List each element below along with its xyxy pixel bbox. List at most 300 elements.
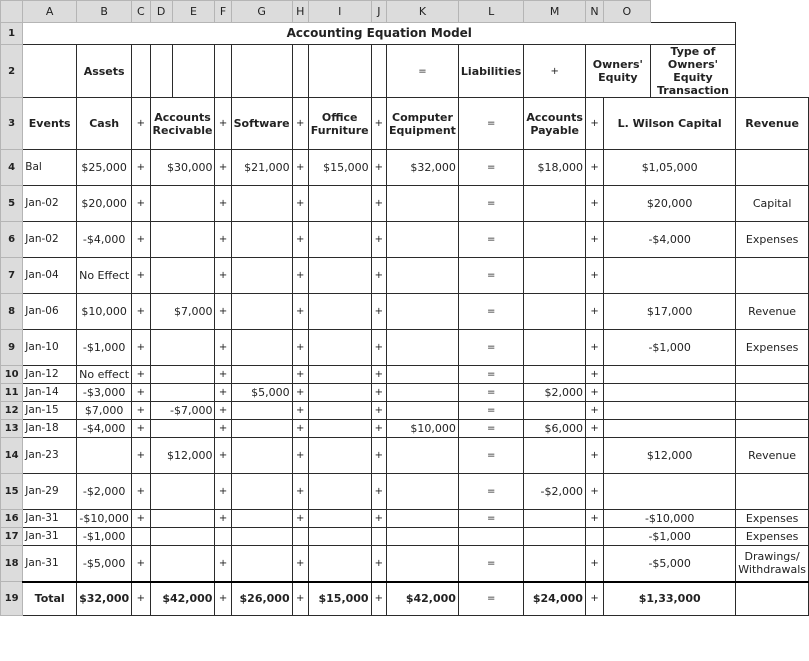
transaction-type-cell[interactable] (736, 420, 809, 438)
row-header[interactable]: 2 (1, 45, 23, 98)
computer-equipment-cell[interactable] (387, 366, 459, 384)
equals-operator-cell[interactable]: = (458, 150, 523, 186)
accounts-payable-cell[interactable] (524, 510, 586, 528)
office-furniture-cell[interactable] (308, 384, 371, 402)
accounts-payable-header-cell[interactable]: Accounts Payable (524, 98, 586, 150)
accounts-receivable-cell[interactable] (150, 186, 215, 222)
plus-operator-cell[interactable]: + (585, 294, 603, 330)
cell[interactable] (172, 45, 215, 98)
event-cell[interactable]: Jan-02 (23, 186, 77, 222)
plus-operator-cell[interactable]: + (215, 420, 231, 438)
event-cell[interactable]: Jan-31 (23, 546, 77, 582)
office-furniture-cell[interactable] (308, 510, 371, 528)
plus-operator-cell[interactable]: + (215, 98, 231, 150)
column-header-b[interactable]: B (77, 1, 132, 23)
capital-cell[interactable]: -$1,000 (604, 330, 736, 366)
revenue-header-cell[interactable]: Revenue (736, 98, 809, 150)
computer-equipment-cell[interactable] (387, 474, 459, 510)
accounts-payable-cell[interactable] (524, 330, 586, 366)
equals-operator-cell[interactable]: = (458, 438, 523, 474)
plus-operator-cell[interactable] (292, 528, 308, 546)
equals-operator-cell[interactable]: = (458, 384, 523, 402)
transaction-type-cell[interactable] (736, 474, 809, 510)
plus-operator-cell[interactable]: + (292, 294, 308, 330)
capital-cell[interactable]: $1,05,000 (604, 150, 736, 186)
office-furniture-cell[interactable]: $15,000 (308, 582, 371, 616)
equals-operator-cell[interactable]: = (458, 510, 523, 528)
office-furniture-header-cell[interactable]: Office Furniture (308, 98, 371, 150)
plus-operator-cell[interactable]: + (371, 258, 386, 294)
computer-equipment-cell[interactable] (387, 222, 459, 258)
equals-operator-cell[interactable] (458, 528, 523, 546)
office-furniture-cell[interactable] (308, 258, 371, 294)
accounts-payable-cell[interactable]: -$2,000 (524, 474, 586, 510)
computer-equipment-cell[interactable]: $32,000 (387, 150, 459, 186)
plus-operator-cell[interactable]: + (292, 474, 308, 510)
capital-cell[interactable]: -$4,000 (604, 222, 736, 258)
row-header[interactable]: 14 (1, 438, 23, 474)
plus-operator-cell[interactable]: + (215, 294, 231, 330)
cell[interactable] (308, 45, 371, 98)
column-header-i[interactable]: I (308, 1, 371, 23)
plus-operator-cell[interactable]: + (371, 420, 386, 438)
cash-cell[interactable]: No Effect (77, 258, 132, 294)
cash-cell[interactable]: -$10,000 (77, 510, 132, 528)
column-header-n[interactable]: N (585, 1, 603, 23)
plus-operator-cell[interactable]: + (292, 366, 308, 384)
office-furniture-cell[interactable] (308, 420, 371, 438)
accounts-receivable-cell[interactable] (150, 366, 215, 384)
cell[interactable] (150, 45, 172, 98)
row-header[interactable]: 16 (1, 510, 23, 528)
event-cell[interactable]: Jan-14 (23, 384, 77, 402)
event-cell[interactable]: Jan-15 (23, 402, 77, 420)
type-of-owners-equity-header-cell[interactable]: Type of Owners' Equity Transaction (650, 45, 736, 98)
computer-equipment-cell[interactable] (387, 402, 459, 420)
plus-operator-cell[interactable]: + (371, 222, 386, 258)
plus-operator-cell[interactable]: + (371, 330, 386, 366)
equals-operator-cell[interactable]: = (458, 294, 523, 330)
capital-cell[interactable] (604, 474, 736, 510)
plus-operator-cell[interactable]: + (585, 98, 603, 150)
plus-operator-cell[interactable]: + (585, 258, 603, 294)
column-header-a[interactable]: A (23, 1, 77, 23)
plus-operator-cell[interactable]: + (292, 402, 308, 420)
row-header[interactable]: 1 (1, 23, 23, 45)
plus-operator-cell[interactable]: + (585, 366, 603, 384)
equals-operator-cell[interactable]: = (458, 330, 523, 366)
transaction-type-cell[interactable] (736, 150, 809, 186)
liabilities-header-cell[interactable]: Liabilities (458, 45, 523, 98)
plus-operator-cell[interactable]: + (585, 222, 603, 258)
software-cell[interactable] (231, 366, 292, 384)
accounts-payable-cell[interactable] (524, 258, 586, 294)
cash-cell[interactable]: $7,000 (77, 402, 132, 420)
cash-cell[interactable]: -$4,000 (77, 222, 132, 258)
cell[interactable] (23, 45, 77, 98)
equals-operator-cell[interactable]: = (458, 186, 523, 222)
transaction-type-cell[interactable] (736, 384, 809, 402)
capital-cell[interactable]: $12,000 (604, 438, 736, 474)
column-header-j[interactable]: J (371, 1, 386, 23)
plus-operator-cell[interactable]: + (215, 384, 231, 402)
plus-operator-cell[interactable]: + (585, 150, 603, 186)
plus-operator-cell[interactable]: + (371, 150, 386, 186)
accounts-receivable-cell[interactable]: $7,000 (150, 294, 215, 330)
row-header[interactable]: 18 (1, 546, 23, 582)
accounts-payable-cell[interactable] (524, 402, 586, 420)
computer-equipment-cell[interactable]: $10,000 (387, 420, 459, 438)
transaction-type-cell[interactable]: Expenses (736, 330, 809, 366)
accounts-payable-cell[interactable] (524, 528, 586, 546)
transaction-type-cell[interactable]: Expenses (736, 510, 809, 528)
plus-operator-cell[interactable]: + (215, 402, 231, 420)
select-all-corner[interactable] (1, 1, 23, 23)
plus-operator-cell[interactable]: + (585, 420, 603, 438)
cash-cell[interactable]: -$1,000 (77, 330, 132, 366)
computer-equipment-cell[interactable] (387, 528, 459, 546)
plus-operator-cell[interactable]: + (585, 186, 603, 222)
column-header-g[interactable]: G (231, 1, 292, 23)
plus-operator-cell[interactable]: + (371, 98, 386, 150)
plus-operator-cell[interactable]: + (371, 438, 386, 474)
event-cell[interactable]: Jan-12 (23, 366, 77, 384)
transaction-type-cell[interactable]: Capital (736, 186, 809, 222)
sheet-title-cell[interactable]: Accounting Equation Model (23, 23, 736, 45)
capital-cell[interactable]: $20,000 (604, 186, 736, 222)
transaction-type-cell[interactable] (736, 402, 809, 420)
capital-cell[interactable] (604, 366, 736, 384)
event-cell[interactable]: Jan-23 (23, 438, 77, 474)
plus-operator-cell[interactable]: + (215, 186, 231, 222)
office-furniture-cell[interactable]: $15,000 (308, 150, 371, 186)
software-cell[interactable] (231, 402, 292, 420)
plus-operator-cell[interactable]: + (132, 420, 150, 438)
plus-operator-cell[interactable]: + (292, 98, 308, 150)
event-cell[interactable]: Jan-18 (23, 420, 77, 438)
cash-cell[interactable]: -$5,000 (77, 546, 132, 582)
computer-equipment-cell[interactable] (387, 438, 459, 474)
office-furniture-cell[interactable] (308, 294, 371, 330)
software-cell[interactable]: $26,000 (231, 582, 292, 616)
capital-cell[interactable] (604, 420, 736, 438)
plus-operator-cell[interactable]: + (585, 402, 603, 420)
office-furniture-cell[interactable] (308, 528, 371, 546)
row-header[interactable]: 17 (1, 528, 23, 546)
accounts-receivable-cell[interactable] (150, 546, 215, 582)
row-header[interactable]: 11 (1, 384, 23, 402)
computer-equipment-header-cell[interactable]: Computer Equipment (387, 98, 459, 150)
row-header[interactable]: 4 (1, 150, 23, 186)
accounts-payable-cell[interactable]: $18,000 (524, 150, 586, 186)
plus-operator-cell[interactable]: + (371, 474, 386, 510)
equals-operator-cell[interactable]: = (458, 582, 523, 616)
plus-operator-cell[interactable]: + (132, 510, 150, 528)
plus-operator-cell[interactable]: + (132, 98, 150, 150)
accounts-receivable-cell[interactable]: $42,000 (150, 582, 215, 616)
plus-operator-cell[interactable]: + (215, 366, 231, 384)
office-furniture-cell[interactable] (308, 186, 371, 222)
column-header-c[interactable]: C (132, 1, 150, 23)
column-header-h[interactable]: H (292, 1, 308, 23)
row-header[interactable]: 9 (1, 330, 23, 366)
software-cell[interactable] (231, 546, 292, 582)
cell[interactable] (132, 45, 150, 98)
column-header-f[interactable]: F (215, 1, 231, 23)
transaction-type-cell[interactable] (736, 258, 809, 294)
event-cell[interactable]: Jan-31 (23, 528, 77, 546)
plus-operator-cell[interactable]: + (132, 330, 150, 366)
computer-equipment-cell[interactable] (387, 294, 459, 330)
plus-operator-cell[interactable]: + (292, 222, 308, 258)
plus-operator-cell[interactable]: + (292, 150, 308, 186)
capital-cell[interactable] (604, 402, 736, 420)
equals-operator-cell[interactable]: = (458, 474, 523, 510)
computer-equipment-cell[interactable] (387, 258, 459, 294)
plus-operator-cell[interactable] (371, 528, 386, 546)
cash-cell[interactable] (77, 438, 132, 474)
plus-operator-cell[interactable]: + (132, 582, 150, 616)
plus-operator-cell[interactable]: + (215, 150, 231, 186)
cash-cell[interactable]: $20,000 (77, 186, 132, 222)
transaction-type-cell[interactable]: Revenue (736, 294, 809, 330)
cash-cell[interactable]: -$4,000 (77, 420, 132, 438)
accounts-payable-cell[interactable] (524, 222, 586, 258)
software-cell[interactable] (231, 528, 292, 546)
column-header-o[interactable]: O (604, 1, 651, 23)
event-cell[interactable]: Jan-04 (23, 258, 77, 294)
column-header-k[interactable]: K (387, 1, 459, 23)
accounts-receivable-cell[interactable] (150, 420, 215, 438)
cash-cell[interactable]: -$3,000 (77, 384, 132, 402)
column-header-d[interactable]: D (150, 1, 172, 23)
plus-operator-cell[interactable]: + (292, 330, 308, 366)
accounts-receivable-cell[interactable] (150, 222, 215, 258)
cash-header-cell[interactable]: Cash (77, 98, 132, 150)
plus-operator-cell[interactable]: + (215, 222, 231, 258)
office-furniture-cell[interactable] (308, 402, 371, 420)
plus-operator-cell[interactable]: + (524, 45, 586, 98)
software-cell[interactable] (231, 510, 292, 528)
transaction-type-cell[interactable]: Revenue (736, 438, 809, 474)
row-header[interactable]: 8 (1, 294, 23, 330)
plus-operator-cell[interactable]: + (132, 222, 150, 258)
event-cell[interactable]: Jan-29 (23, 474, 77, 510)
accounts-receivable-cell[interactable] (150, 474, 215, 510)
plus-operator-cell[interactable]: + (371, 366, 386, 384)
plus-operator-cell[interactable]: + (585, 582, 603, 616)
cash-cell[interactable]: No effect (77, 366, 132, 384)
plus-operator-cell[interactable]: + (292, 420, 308, 438)
plus-operator-cell[interactable]: + (132, 546, 150, 582)
cash-cell[interactable]: $25,000 (77, 150, 132, 186)
cell[interactable] (231, 45, 292, 98)
software-cell[interactable] (231, 474, 292, 510)
accounts-receivable-cell[interactable] (150, 258, 215, 294)
office-furniture-cell[interactable] (308, 438, 371, 474)
equals-operator-cell[interactable]: = (458, 546, 523, 582)
row-header[interactable]: 5 (1, 186, 23, 222)
plus-operator-cell[interactable]: + (132, 150, 150, 186)
plus-operator-cell[interactable]: + (132, 186, 150, 222)
plus-operator-cell[interactable]: + (371, 294, 386, 330)
plus-operator-cell[interactable] (132, 528, 150, 546)
plus-operator-cell[interactable] (215, 528, 231, 546)
office-furniture-cell[interactable] (308, 546, 371, 582)
plus-operator-cell[interactable]: + (132, 438, 150, 474)
accounts-receivable-header-cell[interactable]: Accounts Recivable (150, 98, 215, 150)
cash-cell[interactable]: -$1,000 (77, 528, 132, 546)
equals-operator-cell[interactable]: = (458, 222, 523, 258)
software-cell[interactable] (231, 438, 292, 474)
transaction-type-cell[interactable] (736, 582, 809, 616)
accounts-payable-cell[interactable]: $24,000 (524, 582, 586, 616)
assets-header-cell[interactable]: Assets (77, 45, 132, 98)
plus-operator-cell[interactable]: + (585, 438, 603, 474)
accounts-payable-cell[interactable]: $2,000 (524, 384, 586, 402)
plus-operator-cell[interactable]: + (371, 384, 386, 402)
plus-operator-cell[interactable]: + (215, 330, 231, 366)
plus-operator-cell[interactable]: + (215, 546, 231, 582)
software-cell[interactable] (231, 222, 292, 258)
event-cell[interactable]: Jan-10 (23, 330, 77, 366)
plus-operator-cell[interactable]: + (132, 294, 150, 330)
computer-equipment-cell[interactable]: $42,000 (387, 582, 459, 616)
row-header[interactable]: 12 (1, 402, 23, 420)
software-cell[interactable] (231, 186, 292, 222)
plus-operator-cell[interactable]: + (215, 582, 231, 616)
capital-cell[interactable]: -$1,000 (604, 528, 736, 546)
transaction-type-cell[interactable] (736, 366, 809, 384)
row-header[interactable]: 6 (1, 222, 23, 258)
accounts-receivable-cell[interactable] (150, 330, 215, 366)
software-cell[interactable] (231, 420, 292, 438)
accounts-payable-cell[interactable] (524, 546, 586, 582)
plus-operator-cell[interactable]: + (585, 384, 603, 402)
computer-equipment-cell[interactable] (387, 384, 459, 402)
capital-cell[interactable]: $1,33,000 (604, 582, 736, 616)
office-furniture-cell[interactable] (308, 330, 371, 366)
accounts-payable-cell[interactable] (524, 186, 586, 222)
accounts-receivable-cell[interactable]: $12,000 (150, 438, 215, 474)
plus-operator-cell[interactable]: + (215, 474, 231, 510)
transaction-type-cell[interactable]: Expenses (736, 222, 809, 258)
accounts-receivable-cell[interactable] (150, 510, 215, 528)
computer-equipment-cell[interactable] (387, 510, 459, 528)
plus-operator-cell[interactable]: + (371, 402, 386, 420)
plus-operator-cell[interactable]: + (215, 510, 231, 528)
equals-operator-cell[interactable]: = (458, 258, 523, 294)
row-header[interactable]: 7 (1, 258, 23, 294)
capital-cell[interactable]: -$5,000 (604, 546, 736, 582)
plus-operator-cell[interactable]: + (215, 438, 231, 474)
computer-equipment-cell[interactable] (387, 546, 459, 582)
cell[interactable] (292, 45, 308, 98)
software-cell[interactable]: $5,000 (231, 384, 292, 402)
equals-operator-cell[interactable]: = (458, 98, 523, 150)
capital-cell[interactable]: -$10,000 (604, 510, 736, 528)
software-header-cell[interactable]: Software (231, 98, 292, 150)
plus-operator-cell[interactable]: + (292, 582, 308, 616)
equals-operator-cell[interactable]: = (387, 45, 459, 98)
plus-operator-cell[interactable]: + (292, 546, 308, 582)
column-header-l[interactable]: L (458, 1, 523, 23)
transaction-type-cell[interactable]: Drawings/ Withdrawals (736, 546, 809, 582)
events-header-cell[interactable]: Events (23, 98, 77, 150)
plus-operator-cell[interactable]: + (292, 384, 308, 402)
plus-operator-cell[interactable]: + (132, 474, 150, 510)
event-cell[interactable]: Total (23, 582, 77, 616)
plus-operator-cell[interactable] (585, 528, 603, 546)
plus-operator-cell[interactable]: + (292, 510, 308, 528)
software-cell[interactable] (231, 330, 292, 366)
equals-operator-cell[interactable]: = (458, 420, 523, 438)
plus-operator-cell[interactable]: + (585, 330, 603, 366)
computer-equipment-cell[interactable] (387, 186, 459, 222)
plus-operator-cell[interactable]: + (292, 186, 308, 222)
capital-header-cell[interactable]: L. Wilson Capital (604, 98, 736, 150)
software-cell[interactable]: $21,000 (231, 150, 292, 186)
plus-operator-cell[interactable]: + (292, 258, 308, 294)
transaction-type-cell[interactable]: Expenses (736, 528, 809, 546)
plus-operator-cell[interactable]: + (371, 546, 386, 582)
row-header[interactable]: 13 (1, 420, 23, 438)
plus-operator-cell[interactable]: + (585, 546, 603, 582)
capital-cell[interactable] (604, 258, 736, 294)
office-furniture-cell[interactable] (308, 474, 371, 510)
plus-operator-cell[interactable]: + (371, 186, 386, 222)
row-header[interactable]: 3 (1, 98, 23, 150)
accounts-payable-cell[interactable] (524, 294, 586, 330)
event-cell[interactable]: Bal (23, 150, 77, 186)
plus-operator-cell[interactable]: + (132, 258, 150, 294)
column-header-m[interactable]: M (524, 1, 586, 23)
accounts-payable-cell[interactable]: $6,000 (524, 420, 586, 438)
accounts-receivable-cell[interactable]: $30,000 (150, 150, 215, 186)
plus-operator-cell[interactable]: + (585, 474, 603, 510)
plus-operator-cell[interactable]: + (132, 402, 150, 420)
office-furniture-cell[interactable] (308, 366, 371, 384)
software-cell[interactable] (231, 294, 292, 330)
equals-operator-cell[interactable]: = (458, 366, 523, 384)
accounts-receivable-cell[interactable] (150, 384, 215, 402)
plus-operator-cell[interactable]: + (585, 510, 603, 528)
plus-operator-cell[interactable]: + (292, 438, 308, 474)
column-header-e[interactable]: E (172, 1, 215, 23)
cell[interactable] (215, 45, 231, 98)
cash-cell[interactable]: $32,000 (77, 582, 132, 616)
accounts-payable-cell[interactable] (524, 438, 586, 474)
capital-cell[interactable]: $17,000 (604, 294, 736, 330)
row-header[interactable]: 15 (1, 474, 23, 510)
row-header[interactable]: 19 (1, 582, 23, 616)
plus-operator-cell[interactable]: + (215, 258, 231, 294)
computer-equipment-cell[interactable] (387, 330, 459, 366)
owners-equity-header-cell[interactable]: Owners' Equity (585, 45, 650, 98)
cash-cell[interactable]: -$2,000 (77, 474, 132, 510)
accounts-receivable-cell[interactable]: -$7,000 (150, 402, 215, 420)
equals-operator-cell[interactable]: = (458, 402, 523, 420)
plus-operator-cell[interactable]: + (132, 384, 150, 402)
office-furniture-cell[interactable] (308, 222, 371, 258)
accounts-payable-cell[interactable] (524, 366, 586, 384)
event-cell[interactable]: Jan-06 (23, 294, 77, 330)
software-cell[interactable] (231, 258, 292, 294)
event-cell[interactable]: Jan-31 (23, 510, 77, 528)
plus-operator-cell[interactable]: + (371, 510, 386, 528)
row-header[interactable]: 10 (1, 366, 23, 384)
cell[interactable] (371, 45, 386, 98)
